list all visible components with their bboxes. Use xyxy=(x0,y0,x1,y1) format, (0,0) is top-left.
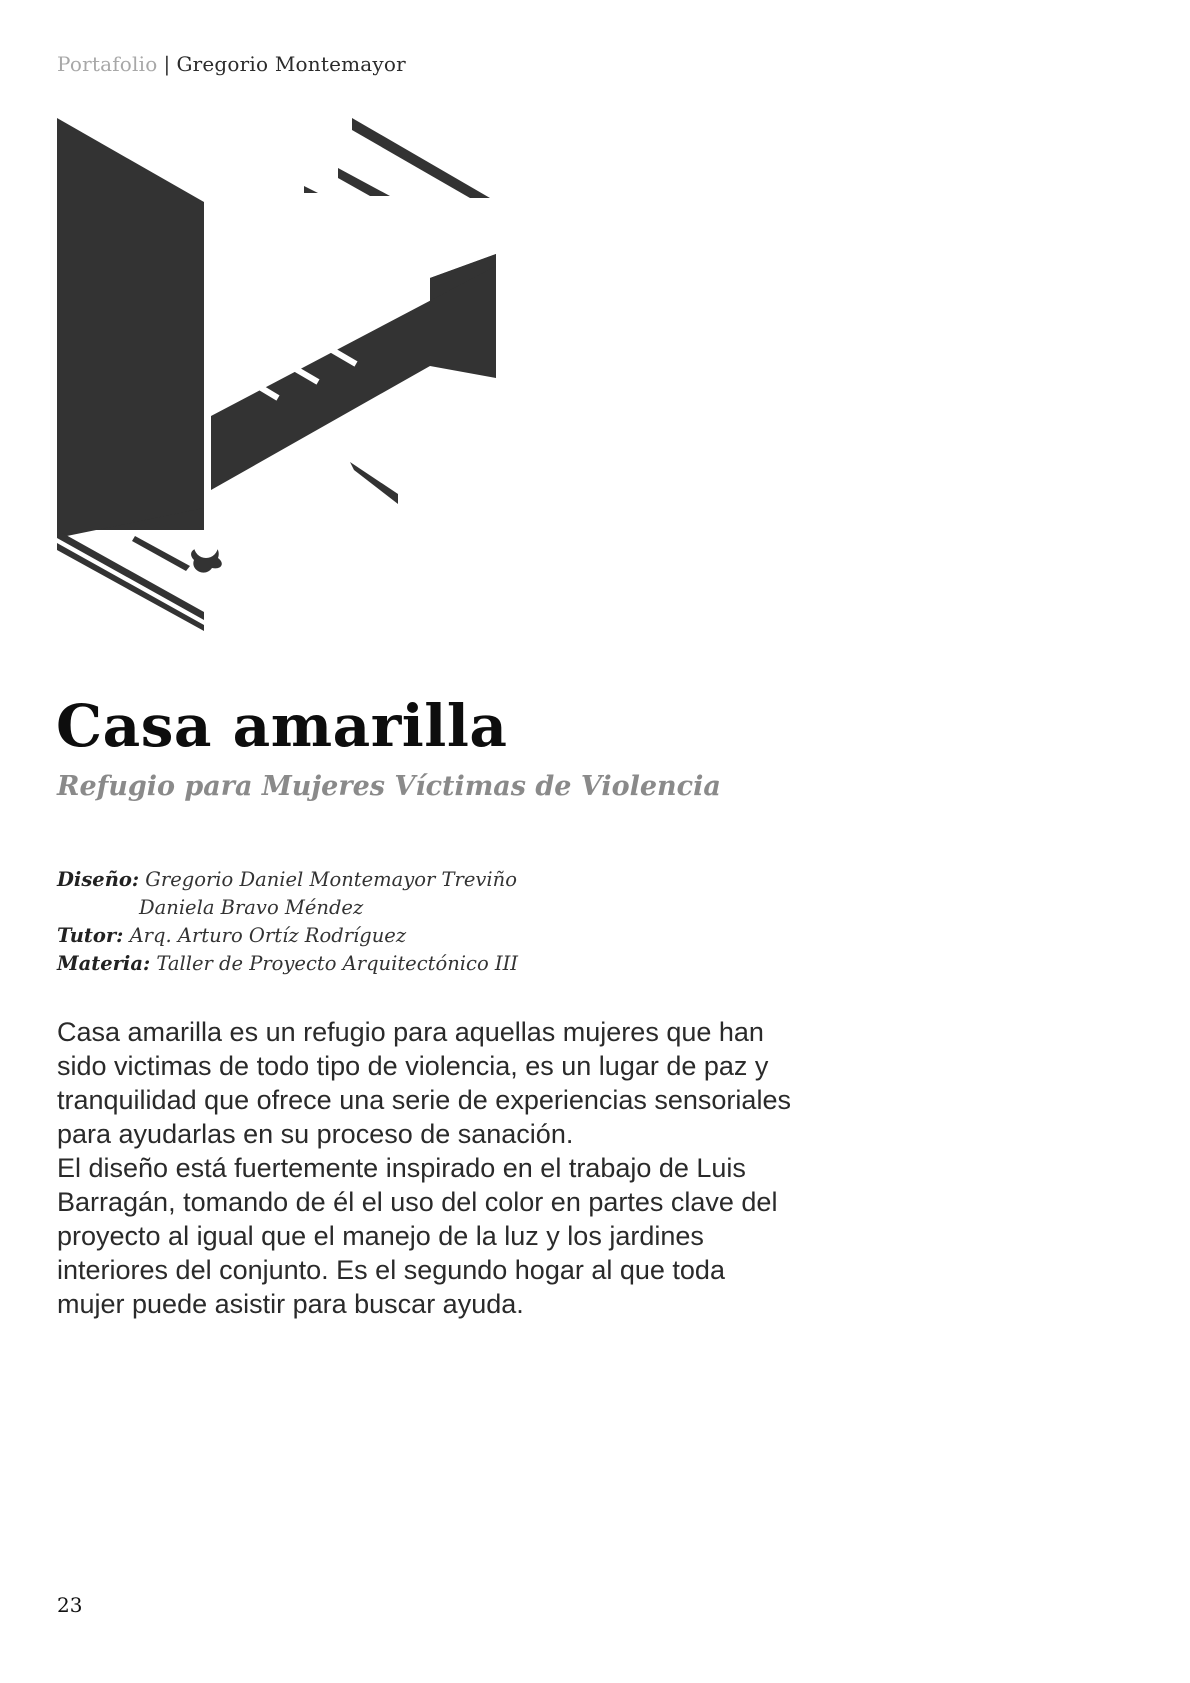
credits-block xyxy=(57,866,518,978)
header-author: Gregorio Montemayor xyxy=(176,52,406,76)
illustration-strip-c xyxy=(132,536,190,571)
illustration-strip-b xyxy=(57,543,204,631)
page-subtitle: Refugio para Mujeres Víctimas de Violencia xyxy=(57,771,721,802)
illustration-top-bar-2 xyxy=(338,168,390,196)
running-header xyxy=(57,52,406,76)
description-text xyxy=(57,1015,797,1321)
credits-tutor-label: Tutor: xyxy=(57,924,124,947)
credits-design-row xyxy=(57,866,518,894)
credits-designer: Daniela Bravo Méndez xyxy=(139,896,364,919)
credits-tutor: Arq. Arturo Ortíz Rodríguez xyxy=(129,924,407,947)
page-number: 23 xyxy=(57,1593,83,1617)
illustration-white-dot xyxy=(194,534,218,558)
credits-subject-label: Materia: xyxy=(57,952,151,975)
header-section: Portafolio xyxy=(57,52,158,76)
credits-designer: Gregorio Daniel Montemayor Treviño xyxy=(145,868,517,891)
description-paragraph: El diseño está fuertemente inspirado en el trabajo de Luis Barragán, tomando de él el uso del color en partes clave del proyecto al igual que el manejo de la luz y los jardines interiores del conjunto. Es el segundo hogar al que toda mujer puede asistir para buscar ayuda. xyxy=(57,1153,778,1319)
credits-subject-row xyxy=(57,950,518,978)
illustration-strip-a xyxy=(57,530,204,620)
architectural-illustration xyxy=(50,118,550,678)
credits-subject: Taller de Proyecto Arquitectónico III xyxy=(156,952,518,975)
illustration-top-bar-3 xyxy=(304,186,318,193)
header-separator: | xyxy=(163,52,171,76)
description-paragraph: Casa amarilla es un refugio para aquellas mujeres que han sido victimas de todo tipo de violencia, es un lugar de paz y tranquilidad que ofrece una serie de experiencias sensoriales para ayudarlas en su proceso de sanación. xyxy=(57,1017,791,1149)
illustration-left-wall xyxy=(57,118,204,530)
illustration-top-bar-1 xyxy=(352,118,490,198)
credits-design-label: Diseño: xyxy=(57,868,140,891)
page-title: Casa amarilla xyxy=(56,692,508,760)
credits-tutor-row xyxy=(57,922,518,950)
credits-design-row-2 xyxy=(57,894,518,922)
illustration-lower-piece xyxy=(350,462,398,504)
